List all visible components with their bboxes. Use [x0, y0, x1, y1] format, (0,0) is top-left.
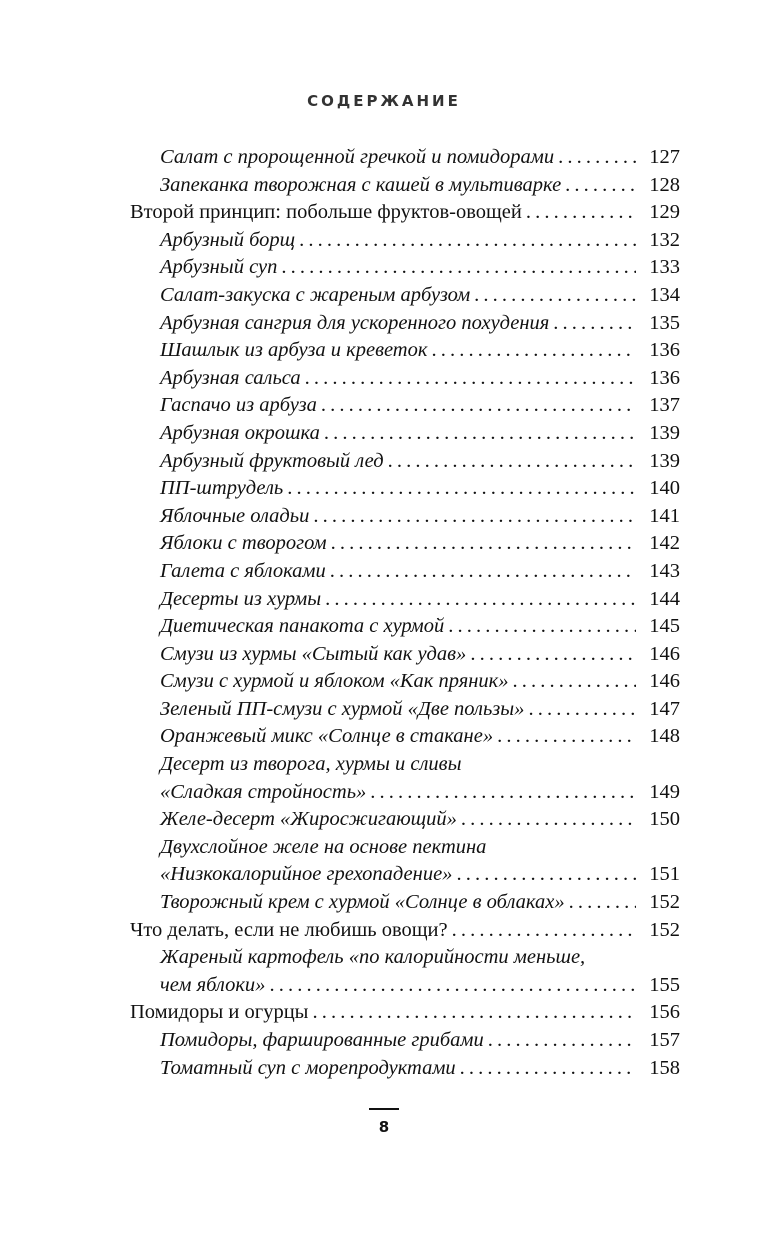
dot-leader — [565, 172, 636, 200]
toc-subentry — [130, 696, 680, 724]
toc-page-number: 146 — [649, 642, 680, 665]
toc-subentry — [130, 392, 680, 420]
toc-entry-title: Творожный крем с хурмой «Солнце в облаках» — [160, 891, 565, 914]
toc-subentry — [130, 806, 680, 834]
dot-leader — [470, 641, 636, 669]
toc-section-entry — [130, 999, 680, 1027]
toc-subentry — [130, 227, 680, 255]
dot-leader — [330, 558, 636, 586]
toc-subentry — [130, 172, 680, 200]
toc-subentry — [130, 503, 680, 531]
toc-page-number: 158 — [649, 1056, 680, 1079]
toc-subentry — [130, 889, 680, 917]
toc-section-entry — [130, 917, 680, 945]
dot-leader — [513, 668, 636, 696]
toc-subentry — [130, 310, 680, 338]
page-header-title: СОДЕРЖАНИЕ — [307, 92, 461, 110]
toc-page-number: 136 — [649, 366, 680, 389]
toc-subentry — [130, 613, 680, 641]
toc-page-number: 134 — [649, 283, 680, 306]
toc-entry-continued: Десерт из творога, хурмы и сливы — [160, 753, 462, 776]
toc-entry-title: Второй принцип: побольше фруктов-овощей — [130, 201, 522, 224]
toc-page-number: 152 — [649, 918, 680, 941]
dot-leader — [305, 365, 636, 393]
dot-leader — [474, 282, 636, 310]
footer-rule — [369, 1108, 399, 1110]
toc-page-number: 148 — [649, 725, 680, 748]
dot-leader — [460, 1055, 636, 1083]
dot-leader — [431, 337, 636, 365]
table-of-contents — [130, 144, 680, 1082]
toc-subentry — [130, 448, 680, 476]
toc-page-number: 137 — [649, 394, 680, 417]
toc-subentry — [130, 337, 680, 365]
toc-entry-title: Арбузная сангрия для ускоренного похудения — [160, 311, 550, 334]
toc-page-number: 156 — [649, 1001, 680, 1024]
toc-page-number: 135 — [649, 311, 680, 334]
toc-entry-title: Яблочные оладьи — [160, 504, 310, 527]
toc-entry-title: Желе-десерт «Жиросжигающий» — [160, 808, 457, 831]
toc-page-number: 132 — [649, 228, 680, 251]
toc-entry-title: Смузи из хурмы «Сытый как удав» — [160, 642, 467, 665]
dot-leader — [448, 613, 636, 641]
toc-page-number: 149 — [649, 780, 680, 803]
toc-page-number: 141 — [649, 504, 680, 527]
toc-entry-title: Помидоры и огурцы — [130, 1001, 309, 1024]
toc-page-number: 139 — [649, 449, 680, 472]
toc-entry-title: чем яблоки» — [160, 973, 266, 996]
toc-page-number: 146 — [649, 670, 680, 693]
toc-page-number: 152 — [649, 891, 680, 914]
toc-subentry — [130, 475, 680, 503]
toc-entry-title: «Низкокалорийное грехопадение» — [160, 863, 453, 886]
dot-leader — [528, 696, 636, 724]
page-number: 8 — [378, 1118, 390, 1136]
toc-entry-title: Помидоры, фаршированные грибами — [160, 1029, 484, 1051]
toc-page-number: 144 — [649, 587, 680, 610]
toc-page-number: 157 — [649, 1029, 680, 1051]
toc-entry-title: Диетическая панакота с хурмой — [160, 615, 445, 638]
toc-entry-title: Яблоки с творогом — [160, 532, 327, 555]
toc-subentry — [130, 972, 680, 1000]
toc-subentry — [130, 641, 680, 669]
toc-page-number: 127 — [649, 146, 680, 168]
toc-page-number: 145 — [649, 615, 680, 638]
toc-entry-title: Оранжевый микс «Солнце в стакане» — [160, 725, 494, 748]
dot-leader — [456, 861, 636, 889]
toc-subentry — [130, 282, 680, 310]
dot-leader — [324, 420, 636, 448]
dot-leader — [558, 144, 636, 172]
dot-leader — [488, 1027, 636, 1055]
toc-page-number: 129 — [649, 201, 680, 224]
dot-leader — [299, 227, 636, 255]
toc-subentry — [130, 1027, 680, 1055]
dot-leader — [370, 779, 636, 807]
dot-leader — [452, 917, 636, 945]
toc-entry-continued: Жареный картофель «по калорийности меньше, — [160, 946, 586, 969]
dot-leader — [321, 392, 636, 420]
dot-leader — [526, 199, 636, 227]
toc-entry-title: Салат с пророщенной гречкой и помидорами — [160, 146, 555, 168]
toc-entry-title: Зеленый ПП-смузи с хурмой «Две пользы» — [160, 697, 525, 720]
toc-page-number: 143 — [649, 559, 680, 582]
toc-entry-title: Запеканка творожная с кашей в мультиварке — [160, 173, 562, 196]
toc-entry-title: Шашлык из арбуза и креветок — [160, 339, 428, 362]
toc-page-number: 155 — [649, 973, 680, 996]
dot-leader — [287, 475, 636, 503]
toc-entry-title: Галета с яблоками — [160, 559, 326, 582]
toc-page-number: 151 — [649, 863, 680, 886]
toc-subentry — [130, 144, 680, 172]
toc-section-entry — [130, 199, 680, 227]
toc-entry-title: Томатный суп с морепродуктами — [160, 1056, 456, 1079]
dot-leader — [313, 503, 636, 531]
toc-entry-title: Арбузный фруктовый лед — [160, 449, 384, 472]
toc-entry-title: «Сладкая стройность» — [160, 780, 367, 803]
dot-leader — [461, 806, 636, 834]
toc-entry-title: Арбузный суп — [160, 256, 278, 279]
toc-entry-title: Десерты из хурмы — [160, 587, 322, 610]
dot-leader — [281, 254, 636, 282]
toc-subentry — [130, 254, 680, 282]
toc-subentry — [130, 365, 680, 393]
toc-entry-title: Салат-закуска с жареным арбузом — [160, 283, 471, 306]
dot-leader — [325, 586, 636, 614]
toc-page-number: 142 — [649, 532, 680, 555]
toc-entry-title: Арбузная окрошка — [160, 421, 320, 444]
toc-subentry — [130, 420, 680, 448]
dot-leader — [569, 889, 636, 917]
dot-leader — [553, 310, 636, 338]
toc-page-number: 136 — [649, 339, 680, 362]
toc-entry-title: Гаспачо из арбуза — [160, 394, 317, 417]
toc-subentry — [130, 530, 680, 558]
dot-leader — [497, 723, 636, 751]
toc-page-number: 128 — [649, 173, 680, 196]
toc-entry-title: Что делать, если не любишь овощи? — [130, 918, 448, 941]
dot-leader — [388, 448, 636, 476]
dot-leader — [269, 972, 636, 1000]
toc-entry-title: Смузи с хурмой и яблоком «Как пряник» — [160, 670, 509, 693]
toc-subentry — [130, 558, 680, 586]
toc-subentry — [130, 779, 680, 807]
toc-subentry — [130, 861, 680, 889]
toc-page-number: 150 — [649, 808, 680, 831]
toc-page-number: 147 — [649, 697, 680, 720]
toc-entry-title: Арбузный борщ — [160, 228, 296, 251]
toc-subentry — [130, 1055, 680, 1083]
toc-page-number: 140 — [649, 477, 680, 500]
toc-subentry — [130, 586, 680, 614]
toc-entry-title: Арбузная сальса — [160, 366, 301, 389]
dot-leader — [331, 530, 636, 558]
toc-page-number: 139 — [649, 421, 680, 444]
toc-page-number: 133 — [649, 256, 680, 279]
toc-subentry — [130, 723, 680, 751]
toc-subentry — [130, 668, 680, 696]
toc-entry-continued: Двухслойное желе на основе пектина — [160, 835, 487, 858]
dot-leader — [312, 999, 636, 1027]
toc-entry-title: ПП-штрудель — [160, 477, 284, 500]
